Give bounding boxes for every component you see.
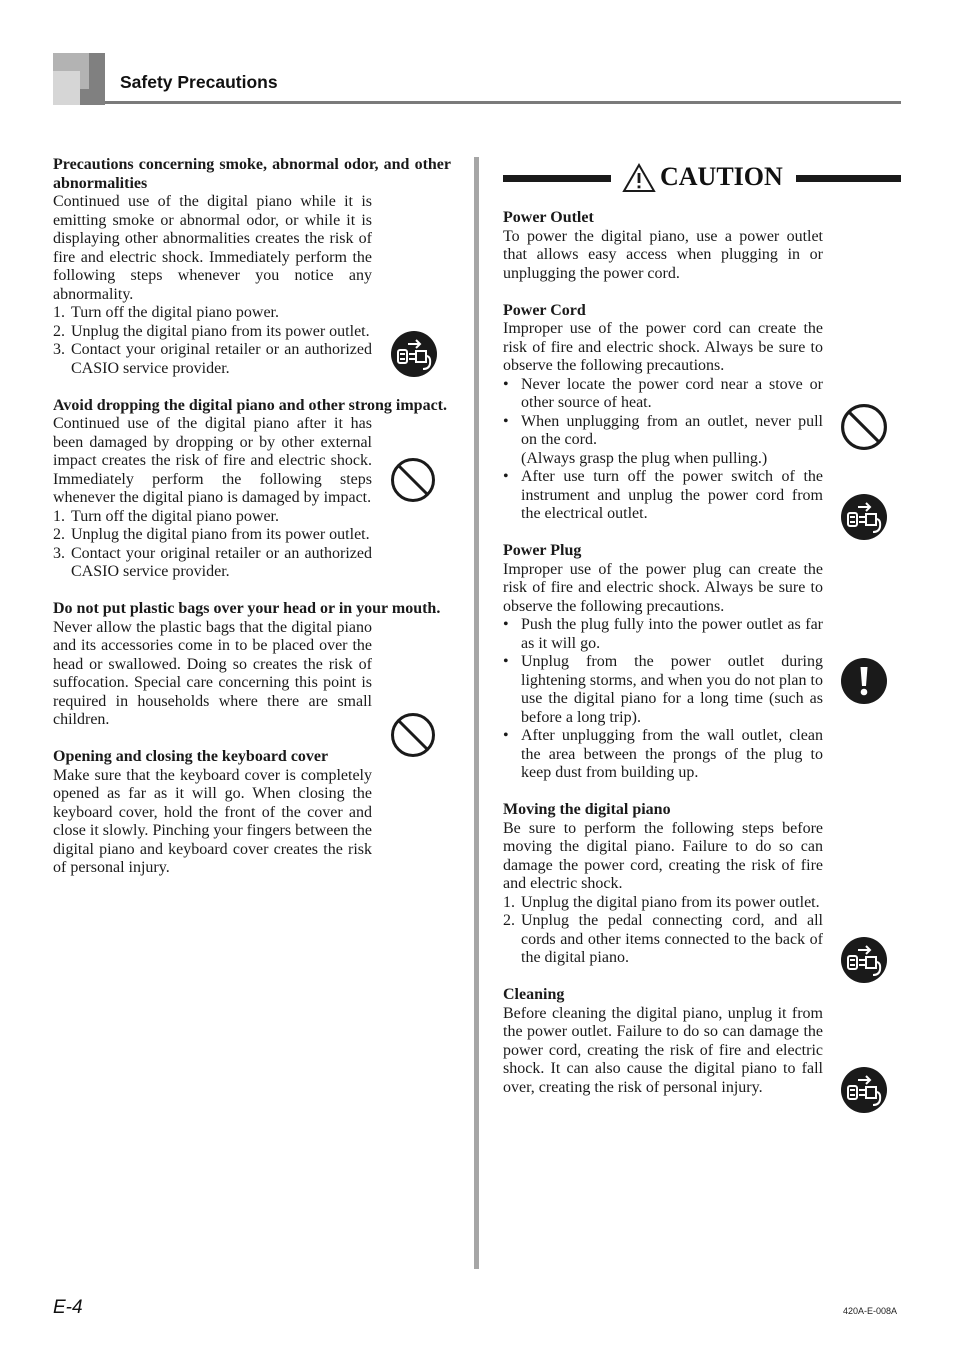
warning-triangle-icon <box>622 163 656 193</box>
unplug-icon <box>840 936 888 984</box>
caution-bar <box>503 175 611 182</box>
header-decoration <box>53 71 80 105</box>
section-power-plug <box>503 542 823 783</box>
section-body: Be sure to perform the following steps before moving the digital piano. Failure to do so can damage the power cord, creating the risk of fire and electric shock. <box>503 819 823 892</box>
section-heading: Power Cord <box>503 301 586 319</box>
right-column <box>503 209 823 1116</box>
list-item: • After unplugging from the wall outlet, clean the area between the prongs of the plug to keep dust from building up. <box>503 727 823 781</box>
steps-list <box>503 894 823 968</box>
section-moving <box>503 801 823 968</box>
list-item: 1. Turn off the digital piano power. <box>53 507 279 525</box>
list-item: 3. Contact your original retailer or an authorized CASIO service provider. <box>53 341 372 377</box>
section-body: To power the digital piano, use a power outlet that allows easy access when plugging in or unplugging the power cord. <box>503 227 823 282</box>
column-divider <box>474 157 479 1269</box>
list-item: • When unplugging from an outlet, never pull on the cord. (Always grasp the plug when pulling.) <box>503 412 823 467</box>
section-heading: Moving the digital piano <box>503 801 671 818</box>
unplug-icon <box>840 1066 888 1114</box>
list-item: • Unplug from the power outlet during lightening storms, and when you do not plan to use the digital piano for a long time (such as before a long trip). <box>503 653 823 726</box>
caution-heading: CAUTION <box>660 162 783 191</box>
section-heading: Cleaning <box>503 986 565 1003</box>
steps-list <box>53 304 372 378</box>
section-heading: Opening and closing the keyboard cover <box>53 748 329 765</box>
list-item: 2. Unplug the digital piano from its power outlet. <box>53 526 370 543</box>
section-body: Continued use of the digital piano after it has been damaged by dropping or by other external impact creates the risk of fire and electric shock. Immediately perform the following steps whenever the digital piano is damaged by impact. <box>53 415 372 506</box>
section-body: Improper use of the power cord can create the risk of fire and electric shock. Always be sure to observe the following precautions. <box>503 320 823 374</box>
list-item: 1. Unplug the digital piano from its power outlet. <box>503 893 820 911</box>
section-body: Never allow the plastic bags that the digital piano and its accessories come in to be placed over the head or swallowed. Doing so creates the risk of suffocation. Special care concerning this point is required in households where there are small children. <box>53 618 372 728</box>
list-item: 3. Contact your original retailer or an authorized CASIO service provider. <box>53 544 372 580</box>
section-keyboard-cover <box>53 748 451 878</box>
list-item: 1. Turn off the digital piano power. <box>53 304 279 321</box>
prohibition-icon <box>390 712 436 758</box>
list-item: 2. Unplug the digital piano from its power outlet. <box>53 322 370 340</box>
caution-bar <box>796 175 901 182</box>
mandatory-action-icon <box>840 657 888 705</box>
section-body: Make sure that the keyboard cover is completely opened as far as it will go. When closing the keyboard cover, hold the front of the cover and close it slowly. Pinching your fingers between the digital piano and keyboard cover creates the risk of personal injury. <box>53 766 372 876</box>
section-power-cord <box>503 302 823 524</box>
left-column <box>53 156 451 896</box>
bullet-list <box>503 616 823 783</box>
page-title: Safety Precautions <box>120 72 278 92</box>
list-item: • After use turn off the power switch of the instrument and unplug the power cord from the electrical outlet. <box>503 468 823 522</box>
section-heading: Precautions concerning smoke, abnormal odor, and other abnormalities <box>53 156 451 192</box>
list-item: 2. Unplug the pedal connecting cord, and all cords and other items connected to the back of the digital piano. <box>503 912 823 966</box>
section-heading: Power Plug <box>503 542 582 559</box>
prohibition-icon <box>840 403 888 451</box>
section-power-outlet <box>503 209 823 283</box>
section-heading: Power Outlet <box>503 209 594 226</box>
header-rule <box>105 101 901 104</box>
document-code: 420A-E-008A <box>843 1306 898 1316</box>
steps-list <box>53 508 372 582</box>
page-number: E-4 <box>53 1297 83 1318</box>
section-body: Before cleaning the digital piano, unplug it from the power outlet. Failure to do so can damage the power cord, creating the risk of fire and electric shock. It can also cause the digital piano to fall over, creating the risk of personal injury. <box>503 1004 823 1096</box>
section-body: Continued use of the digital piano while it is emitting smoke or abnormal odor, or while it is displaying other abnormalities creates the risk of fire and electric shock. Immediately perform the following steps whenever you notice any abnormality. <box>53 193 372 303</box>
section-plastic-bags <box>53 600 451 730</box>
list-item: • Never locate the power cord near a stove or other source of heat. <box>503 375 823 411</box>
section-heading: Do not put plastic bags over your head or in your mouth. <box>53 600 441 617</box>
prohibition-icon <box>390 457 436 503</box>
section-cleaning <box>503 986 823 1097</box>
section-heading: Avoid dropping the digital piano and other strong impact. <box>53 396 447 414</box>
unplug-icon <box>840 493 888 541</box>
list-item: • Push the plug fully into the power outlet as far as it will go. <box>503 616 823 652</box>
section-body: Improper use of the power plug can create the risk of fire and electric shock. Always be sure to observe the following precautions. <box>503 560 823 615</box>
unplug-icon <box>390 330 438 378</box>
bullet-list <box>503 376 823 524</box>
